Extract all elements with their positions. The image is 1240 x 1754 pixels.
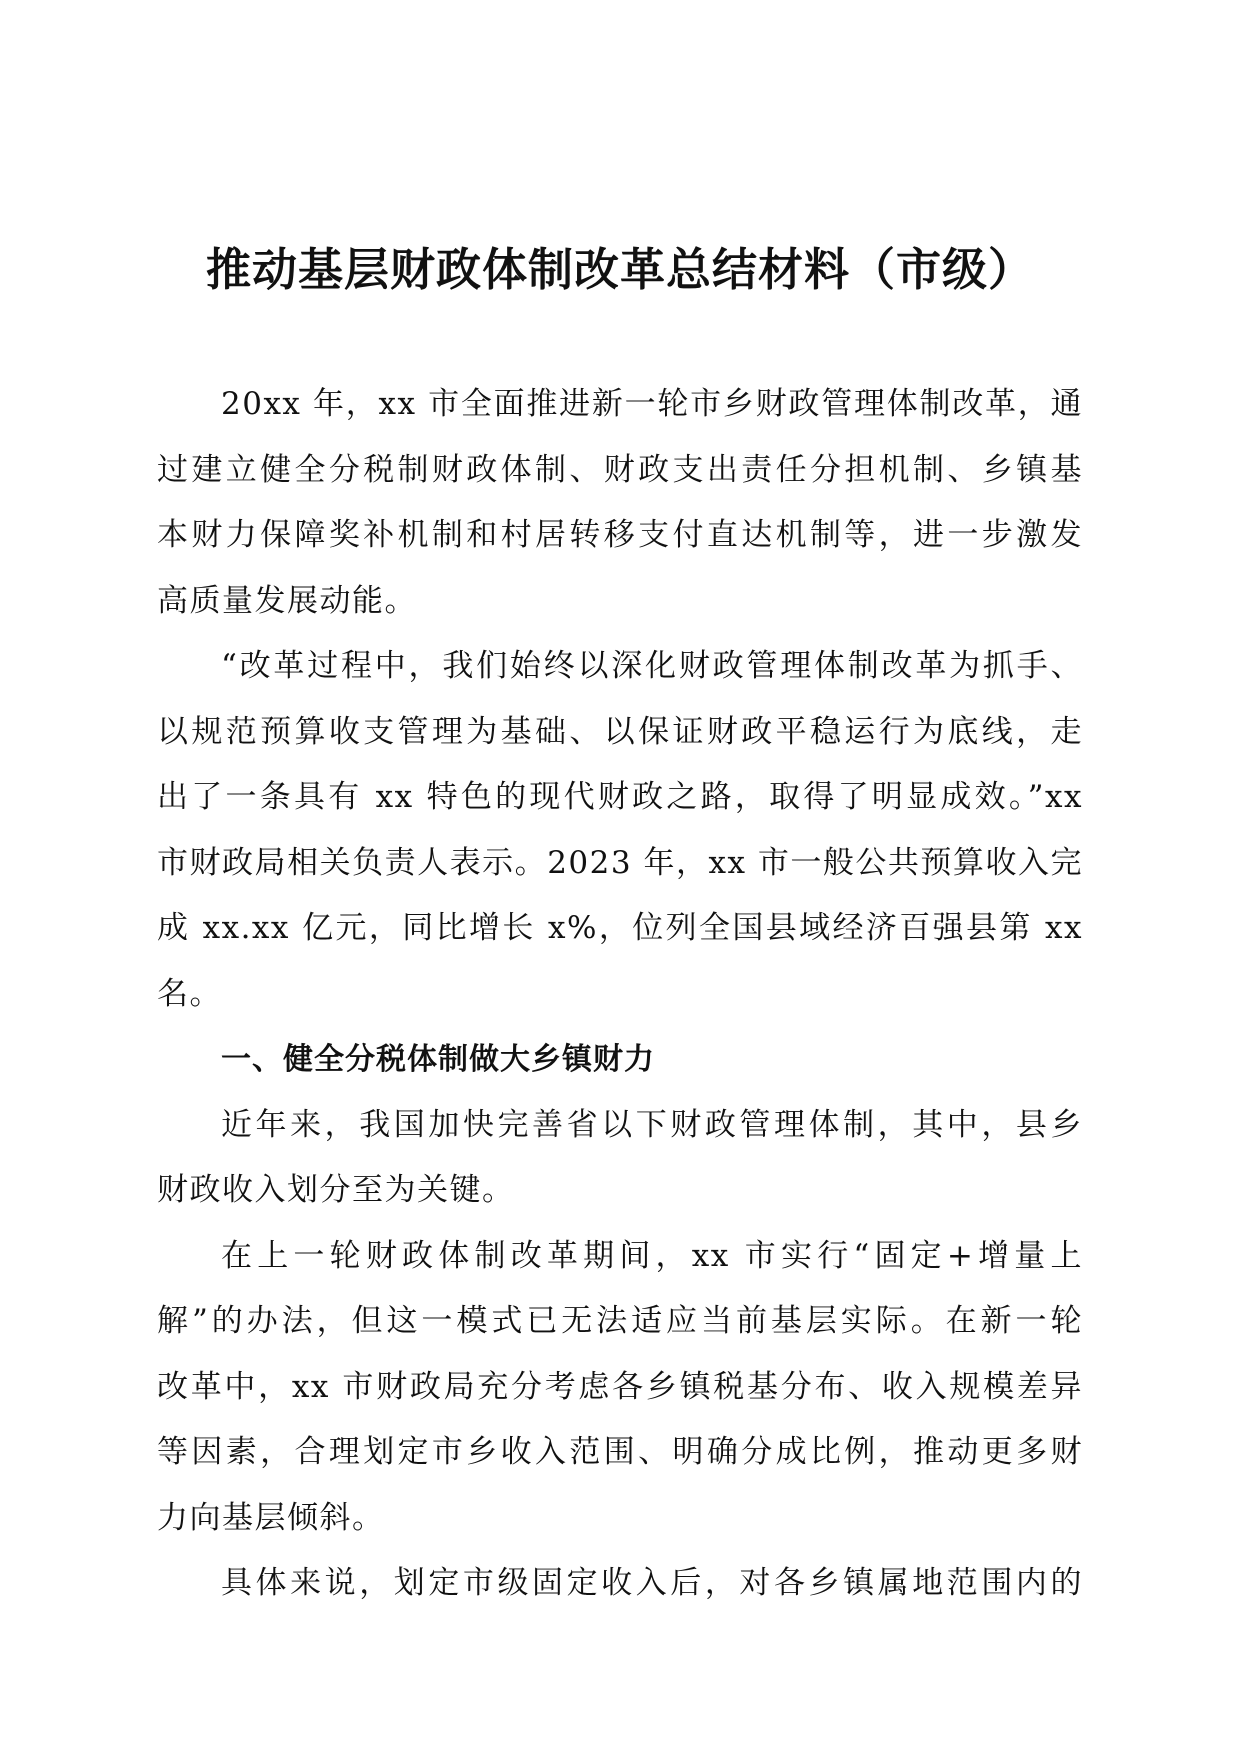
paragraph-intro	[157, 372, 1083, 634]
paragraph-quote	[157, 634, 1083, 1027]
document-body	[157, 372, 1083, 1617]
paragraph-line: 成 xx.xx 亿元，同比增长 x%，位列全国县域经济百强县第 xx 名。	[157, 910, 1083, 1012]
paragraph-line: 本财力保障奖补机制和村居转移支付直达机制等，进一步激发	[157, 517, 1083, 553]
paragraph-line: 以规范预算收支管理为基础、以保证财政平稳运行为底线，走	[157, 713, 1083, 750]
paragraph-line: 出了一条具有 xx 特色的现代财政之路，取得了明显成效。”xx	[157, 779, 1083, 815]
paragraph-line: 改革中，xx 市财政局充分考虑各乡镇税基分布、收入规模差异	[157, 1368, 1083, 1405]
paragraph-line: 解”的办法，但这一模式已无法适应当前基层实际。在新一轮	[157, 1303, 1083, 1339]
paragraph-line: 过建立健全分税制财政体制、财政支出责任分担机制、乡镇基	[157, 451, 1083, 488]
paragraph-line: “改革过程中，我们始终以深化财政管理体制改革为抓手、	[221, 648, 1083, 684]
paragraph-line: 近年来，我国加快完善省以下财政管理体制，其中，县乡	[221, 1106, 1083, 1143]
paragraph-section1-a	[157, 1093, 1083, 1224]
paragraph-line: 具体来说，划定市级固定收入后，对各乡镇属地范围内的	[221, 1565, 1083, 1601]
section-heading: 一、健全分税体制做大乡镇财力	[221, 1042, 655, 1077]
paragraph-section1-c	[157, 1551, 1083, 1617]
paragraph-line: 在上一轮财政体制改革期间，xx 市实行“固定+增量上	[221, 1237, 1083, 1274]
paragraph-line: 市财政局相关负责人表示。2023 年，xx 市一般公共预算收入完	[157, 844, 1083, 881]
paragraph-line: 高质量发展动能。	[157, 582, 417, 619]
paragraph-section1-b	[157, 1224, 1083, 1552]
paragraph-line: 力向基层倾斜。	[157, 1499, 385, 1536]
document-title: 推动基层财政体制改革总结材料（市级）	[205, 243, 1034, 296]
paragraph-line: 财政收入划分至为关键。	[157, 1172, 515, 1208]
paragraph-line: 等因素，合理划定市乡收入范围、明确分成比例，推动更多财	[157, 1434, 1083, 1470]
paragraph-line: 20xx 年，xx 市全面推进新一轮市乡财政管理体制改革，通	[221, 386, 1083, 422]
